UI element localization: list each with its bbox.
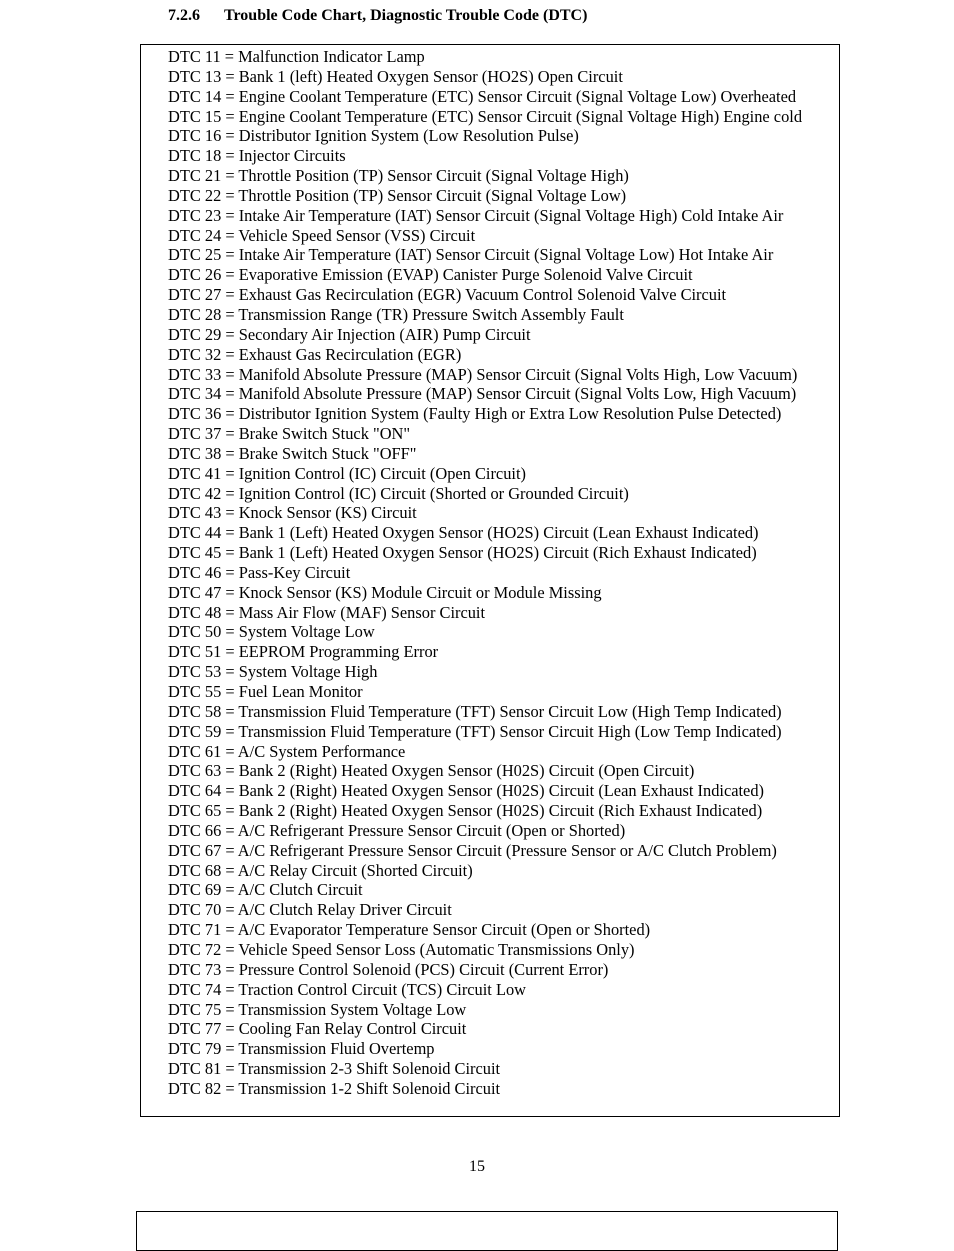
list-item: DTC 67 = A/C Refrigerant Pressure Sensor Circuit (Pressure Sensor or A/C Clutch Problem) — [168, 840, 777, 860]
list-item: DTC 48 = Mass Air Flow (MAF) Sensor Circuit — [168, 602, 486, 622]
list-item: DTC 26 = Evaporative Emission (EVAP) Canister Purge Solenoid Valve Circuit — [168, 265, 693, 285]
list-item: DTC 28 = Transmission Range (TR) Pressure Switch Assembly Fault — [168, 304, 624, 324]
list-item: DTC 77 = Cooling Fan Relay Control Circuit — [168, 1019, 467, 1039]
list-item: DTC 51 = EEPROM Programming Error — [168, 642, 439, 662]
list-item: DTC 58 = Transmission Fluid Temperature (TFT) Sensor Circuit Low (High Temp Indicated) — [168, 701, 782, 721]
section-number: 7.2.6 — [168, 7, 200, 24]
list-item: DTC 16 = Distributor Ignition System (Low Resolution Pulse) — [168, 126, 579, 146]
list-item: DTC 59 = Transmission Fluid Temperature (TFT) Sensor Circuit High (Low Temp Indicated) — [168, 721, 782, 741]
list-item: DTC 29 = Secondary Air Injection (AIR) Pump Circuit — [168, 324, 531, 344]
list-item: DTC 47 = Knock Sensor (KS) Module Circuit or Module Missing — [168, 582, 602, 602]
list-item: DTC 45 = Bank 1 (Left) Heated Oxygen Sensor (HO2S) Circuit (Rich Exhaust Indicated) — [168, 543, 757, 563]
list-item: DTC 14 = Engine Coolant Temperature (ETC) Sensor Circuit (Signal Voltage Low) Overheated — [168, 86, 797, 106]
list-item: DTC 42 = Ignition Control (IC) Circuit (Shorted or Grounded Circuit) — [168, 483, 629, 503]
list-item: DTC 72 = Vehicle Speed Sensor Loss (Automatic Transmissions Only) — [168, 939, 635, 959]
list-item: DTC 34 = Manifold Absolute Pressure (MAP) Sensor Circuit (Signal Volts Low, High Vacuum) — [168, 384, 797, 404]
list-item: DTC 69 = A/C Clutch Circuit — [168, 880, 363, 900]
list-item: DTC 63 = Bank 2 (Right) Heated Oxygen Sensor (H02S) Circuit (Open Circuit) — [168, 761, 695, 781]
list-item: DTC 43 = Knock Sensor (KS) Circuit — [168, 503, 417, 523]
list-item: DTC 68 = A/C Relay Circuit (Shorted Circuit) — [168, 860, 473, 880]
list-item: DTC 37 = Brake Switch Stuck "ON" — [168, 424, 411, 444]
list-item: DTC 66 = A/C Refrigerant Pressure Sensor Circuit (Open or Shorted) — [168, 820, 626, 840]
list-item: DTC 36 = Distributor Ignition System (Faulty High or Extra Low Resolution Pulse Detected) — [168, 404, 782, 424]
next-page-box-edge — [136, 1211, 838, 1251]
list-item: DTC 32 = Exhaust Gas Recirculation (EGR) — [168, 344, 462, 364]
list-item: DTC 64 = Bank 2 (Right) Heated Oxygen Sensor (H02S) Circuit (Lean Exhaust Indicated) — [168, 781, 764, 801]
list-item: DTC 38 = Brake Switch Stuck "OFF" — [168, 443, 417, 463]
list-item: DTC 27 = Exhaust Gas Recirculation (EGR) Vacuum Control Solenoid Valve Circuit — [168, 285, 727, 305]
list-item: DTC 53 = System Voltage High — [168, 662, 378, 682]
list-item: DTC 46 = Pass-Key Circuit — [168, 562, 351, 582]
list-item: DTC 73 = Pressure Control Solenoid (PCS) Circuit (Current Error) — [168, 959, 609, 979]
page-number: 15 — [469, 1158, 485, 1175]
list-item: DTC 24 = Vehicle Speed Sensor (VSS) Circuit — [168, 225, 476, 245]
list-item: DTC 15 = Engine Coolant Temperature (ETC) Sensor Circuit (Signal Voltage High) Engine cold — [168, 106, 803, 126]
list-item: DTC 23 = Intake Air Temperature (IAT) Sensor Circuit (Signal Voltage High) Cold Intake Air — [168, 205, 784, 225]
section-heading — [168, 6, 587, 26]
list-item: DTC 74 = Traction Control Circuit (TCS) Circuit Low — [168, 979, 526, 999]
list-item: DTC 81 = Transmission 2-3 Shift Solenoid Circuit — [168, 1059, 501, 1079]
section-title: Trouble Code Chart, Diagnostic Trouble Code (DTC) — [224, 7, 588, 24]
list-item: DTC 65 = Bank 2 (Right) Heated Oxygen Sensor (H02S) Circuit (Rich Exhaust Indicated) — [168, 801, 763, 821]
list-item: DTC 79 = Transmission Fluid Overtemp — [168, 1039, 435, 1059]
list-item: DTC 44 = Bank 1 (Left) Heated Oxygen Sensor (HO2S) Circuit (Lean Exhaust Indicated) — [168, 523, 759, 543]
list-item: DTC 33 = Manifold Absolute Pressure (MAP) Sensor Circuit (Signal Volts High, Low Vacuum) — [168, 364, 798, 384]
dtc-chart-box — [140, 44, 840, 1117]
list-item: DTC 75 = Transmission System Voltage Low — [168, 999, 467, 1019]
list-item: DTC 55 = Fuel Lean Monitor — [168, 682, 363, 701]
list-item: DTC 61 = A/C System Performance — [168, 741, 406, 761]
list-item: DTC 71 = A/C Evaporator Temperature Sensor Circuit (Open or Shorted) — [168, 920, 651, 940]
list-item: DTC 22 = Throttle Position (TP) Sensor Circuit (Signal Voltage Low) — [168, 185, 627, 205]
list-item: DTC 41 = Ignition Control (IC) Circuit (Open Circuit) — [168, 463, 526, 483]
list-item: DTC 21 = Throttle Position (TP) Sensor Circuit (Signal Voltage High) — [168, 166, 629, 186]
list-item: DTC 50 = System Voltage Low — [168, 622, 375, 642]
list-item: DTC 82 = Transmission 1-2 Shift Solenoid Circuit — [168, 1078, 501, 1098]
list-item: DTC 18 = Injector Circuits — [168, 146, 346, 166]
list-item: DTC 13 = Bank 1 (left) Heated Oxygen Sensor (HO2S) Open Circuit — [168, 66, 623, 86]
list-item: DTC 70 = A/C Clutch Relay Driver Circuit — [168, 900, 452, 920]
list-item: DTC 25 = Intake Air Temperature (IAT) Sensor Circuit (Signal Voltage Low) Hot Intake Air — [168, 245, 774, 265]
dtc-code-list — [168, 47, 802, 1099]
list-item: DTC 11 = Malfunction Indicator Lamp — [168, 47, 425, 66]
